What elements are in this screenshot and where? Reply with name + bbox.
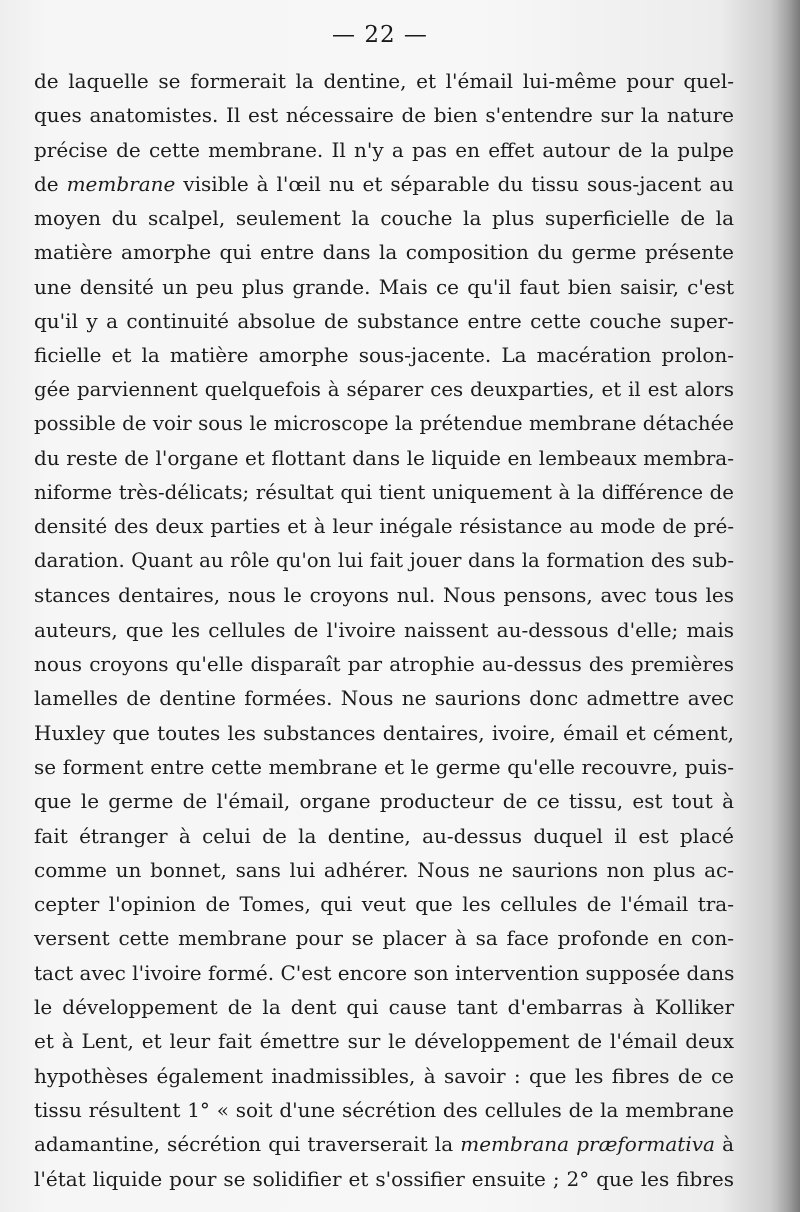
text-line: gée parviennent quelquefois à séparer ces deuxparties, et il est alors: [34, 377, 734, 401]
text-line: de laquelle se formerait la dentine, et l'émail lui-même pour quel-: [34, 69, 734, 93]
text-line: ques anatomistes. Il est nécessaire de bien s'entendre sur la nature: [34, 103, 734, 128]
text-line: qu'il y a continuité absolue de substance entre cette couche super-: [34, 309, 734, 334]
text-line: tact avec l'ivoire formé. C'est encore son intervention supposée dans: [34, 960, 735, 985]
text-line: matière amorphe qui entre dans la composition du germe présente: [34, 240, 734, 265]
text-line: Huxley que toutes les substances dentaires, ivoire, émail et cément,: [34, 720, 734, 745]
text-line: niforme très-délicats; résultat qui tient uniquement à la différence de: [34, 480, 734, 504]
text-line: comme un bonnet, sans lui adhérer. Nous ne saurions non plus ac-: [34, 857, 734, 882]
page-edge-shadow: [770, 0, 800, 1212]
text-line: nous croyons qu'elle disparaît par atrophie au-dessus des premières: [34, 652, 734, 677]
text-line: moyen du scalpel, seulement la couche la plus superficielle de la: [34, 206, 734, 231]
text-line: le développement de la dent qui cause tant d'embarras à Kolliker: [34, 995, 734, 1020]
text-line: tissu résultent 1° « soit d'une sécrétion des cellules de la membrane: [34, 1097, 734, 1122]
text-line: du reste de l'organe et flottant dans le liquide en lembeaux membra-: [34, 446, 734, 471]
text-line: adamantine, sécrétion qui traverserait la membrana præformativa à: [34, 1132, 735, 1157]
page-number: — 22 —: [332, 22, 428, 48]
text-line: de membrane visible à l'œil nu et séparable du tissu sous-jacent au: [34, 171, 735, 196]
text-line: fait étranger à celui de la dentine, au-dessus duquel il est placé: [34, 823, 734, 848]
text-line: et à Lent, et leur fait émettre sur le développement de l'émail deux: [34, 1029, 734, 1054]
text-line: cepter l'opinion de Tomes, qui veut que les cellules de l'émail tra-: [34, 892, 734, 917]
text-line: une densité un peu plus grande. Mais ce qu'il faut bien saisir, c'est: [34, 274, 734, 299]
text-line: densité des deux parties et à leur inégale résistance au mode de pré-: [34, 514, 734, 538]
text-line: se forment entre cette membrane et le germe qu'elle recouvre, puis-: [34, 754, 734, 779]
body-text: [34, 64, 734, 1196]
text-line: lamelles de dentine formées. Nous ne saurions donc admettre avec: [34, 686, 734, 711]
text-line: stances dentaires, nous le croyons nul. Nous pensons, avec tous les: [34, 583, 734, 608]
text-line: possible de voir sous le microscope la prétendue membrane détachée: [34, 411, 734, 435]
text-line: hypothèses également inadmissibles, à savoir : que les fibres de ce: [34, 1063, 734, 1088]
text-line: auteurs, que les cellules de l'ivoire naissent au-dessous d'elle; mais: [34, 617, 734, 642]
text-line: l'état liquide pour se solidifier et s'ossifier ensuite ; 2° que les fibres: [34, 1166, 734, 1191]
text-line: versent cette membrane pour se placer à sa face profonde en con-: [34, 926, 734, 951]
text-line: précise de cette membrane. Il n'y a pas en effet autour de la pulpe: [34, 137, 734, 162]
text-line: ficielle et la matière amorphe sous-jacente. La macération prolon-: [34, 343, 734, 368]
text-line: que le germe de l'émail, organe producteur de ce tissu, est tout à: [34, 789, 734, 814]
text-line: daration. Quant au rôle qu'on lui fait jouer dans la formation des sub-: [34, 549, 734, 573]
